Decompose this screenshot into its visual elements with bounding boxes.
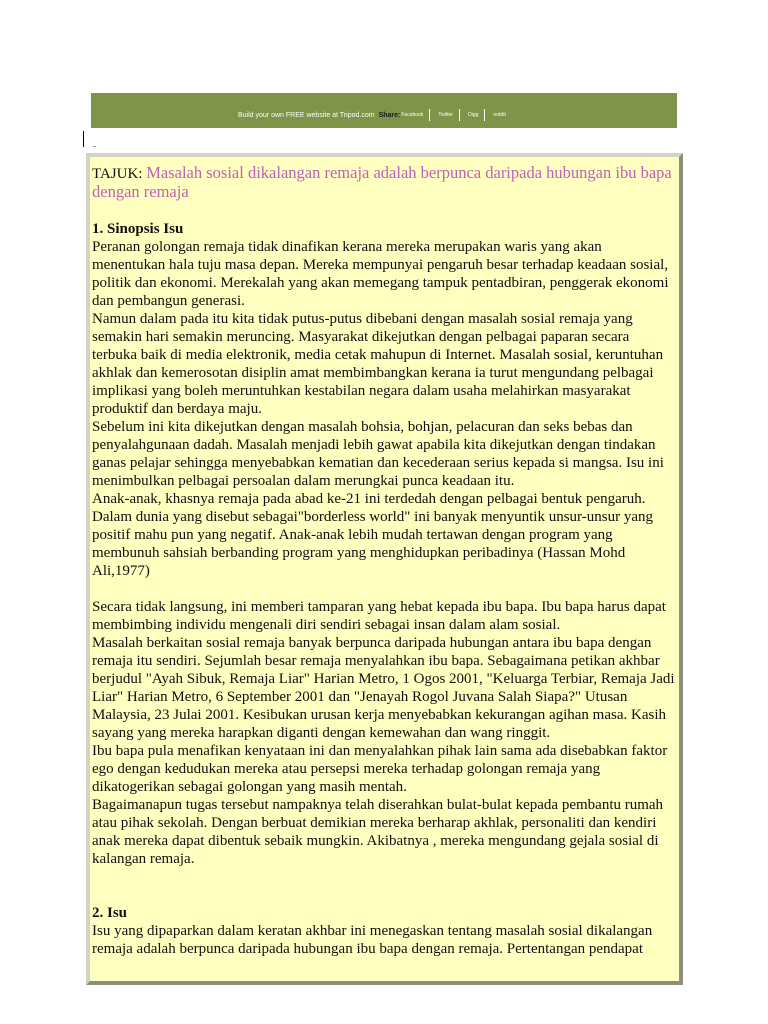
article-box (86, 153, 683, 985)
share-twitter-link[interactable]: Twitter (438, 112, 454, 118)
cursor-mark (93, 146, 96, 147)
article-title (92, 164, 675, 202)
share-divider (429, 109, 430, 121)
share-divider (459, 109, 460, 121)
paragraph: Bagaimanapun tugas tersebut nampaknya telah diserahkan bulat-bulat kepada pembantu rumah atau pihak sekolah. Dengan berbuat demikian mereka berharap akhlak, personaliti dan kendiri anak mereka dapat dibentuk sebaik mungkin. Akibatnya , mereka mengundang gejala sosial di kalangan remaja. (92, 797, 664, 867)
paragraph: Anak-anak, khasnya remaja pada abad ke-21 ini terdedah dengan pelbagai bentuk pengaruh. Dalam dunia yang disebut sebagai"borderless world" ini banyak menyuntik unsur-unsur yang positif mahu pun yang negatif. Anak-anak lebih mudah tertawan dengan program yang membunuh sahsiah berbanding program yang menghidupkan peribadinya (Hassan Mohd Ali,1977) (92, 491, 653, 579)
paragraph: Sebelum ini kita dikejutkan dengan masalah bohsia, bohjan, pelacuran dan seks bebas dan penyalahgunaan dadah. Masalah menjadi lebih gawat apabila kita dikejutkan dengan tindakan ganas pelajar sehingga menyebabkan kematian dan kecederaan serius kepada si mangsa. Isu ini menimbulkan pelbagai persoalan dalam merungkai punca keadaan itu. (92, 419, 664, 489)
share-reddit-link[interactable]: reddit (493, 112, 506, 118)
tajuk-label: TAJUK: (92, 166, 143, 182)
tripod-banner-links (238, 108, 506, 122)
paragraph: Peranan golongan remaja tidak dinafikan kerana mereka merupakan waris yang akan menentukan hala tuju masa depan. Mereka mempunyai pengaruh besar terhadap keadaan sosial, politik dan ekonomi. Merekalah yang akan memegang tampuk pentadbiran, penggerak ekonomi dan pembangun generasi. (92, 239, 669, 309)
section-heading-sinopsis: 1. Sinopsis Isu (92, 221, 184, 237)
paragraph: Masalah berkaitan sosial remaja banyak berpunca daripada hubungan antara ibu bapa dengan remaja itu sendiri. Sejumlah besar remaja menyalahkan ibu bapa. Sebagaimana petikan akhbar berjudul "Ayah Sibuk, Remaja Liar" Harian Metro, 1 Ogos 2001, "Keluarga Terbiar, Remaja Jadi Liar" Harian Metro, 6 September 2001 dan "Jenayah Rogol Juvana Salah Siapa?" Utusan Malaysia, 23 Julai 2001. Kesibukan urusan kerja menyebabkan kekurangan agihan masa. Kasih sayang yang mereka harapkan diganti dengan kemewahan dan wang ringgit. (92, 635, 675, 741)
tajuk-text: Masalah sosial dikalangan remaja adalah berpunca daripada hubungan ibu bapa dengan remaja (92, 163, 672, 201)
tripod-banner (91, 93, 677, 128)
article-content (92, 164, 675, 958)
spacer (92, 580, 675, 598)
share-facebook-link[interactable]: Facebook (401, 112, 424, 118)
section-heading-isu: 2. Isu (92, 905, 128, 921)
share-divider (484, 109, 485, 121)
share-label: Share: (378, 111, 401, 119)
paragraph: Ibu bapa pula menafikan kenyataan ini dan menyalahkan pihak lain sama ada disebabkan faktor ego dengan kedudukan mereka atau persepsi mereka terhadap golongan remaja yang dikatogerikan sebagai golongan yang masih mentah. (92, 743, 668, 795)
spacer (92, 202, 675, 220)
spacer (92, 868, 675, 904)
share-digg-link[interactable]: Digg (468, 112, 479, 118)
paragraph: Secara tidak langsung, ini memberi tamparan yang hebat kepada ibu bapa. Ibu bapa harus dapat membimbing individu mengenali diri sendiri sebagai insan dalam alam sosial. (92, 599, 666, 633)
paragraph: Namun dalam pada itu kita tidak putus-putus dibebani dengan masalah sosial remaja yang semakin hari semakin meruncing. Masyarakat dikejutkan dengan pelbagai paparan secara terbuka baik di media elektronik, media cetak mahupun di Internet. Masalah sosial, keruntuhan akhlak dan kemerosotan disiplin amat membimbangkan kerana ia turut mengundang pelbagai implikasi yang boleh meruntuhkan kestabilan negara dalam usaha melahirkan masyarakat produktif dan berdaya maju. (92, 311, 664, 417)
build-website-link[interactable]: Build your own FREE website at Tripod.com (238, 111, 375, 119)
paragraph: Isu yang dipaparkan dalam keratan akhbar ini menegaskan tentang masalah sosial dikalangan remaja adalah berpunca daripada hubungan ibu bapa dengan remaja. Pertentangan pendapat (92, 923, 653, 957)
text-cursor (83, 131, 84, 147)
